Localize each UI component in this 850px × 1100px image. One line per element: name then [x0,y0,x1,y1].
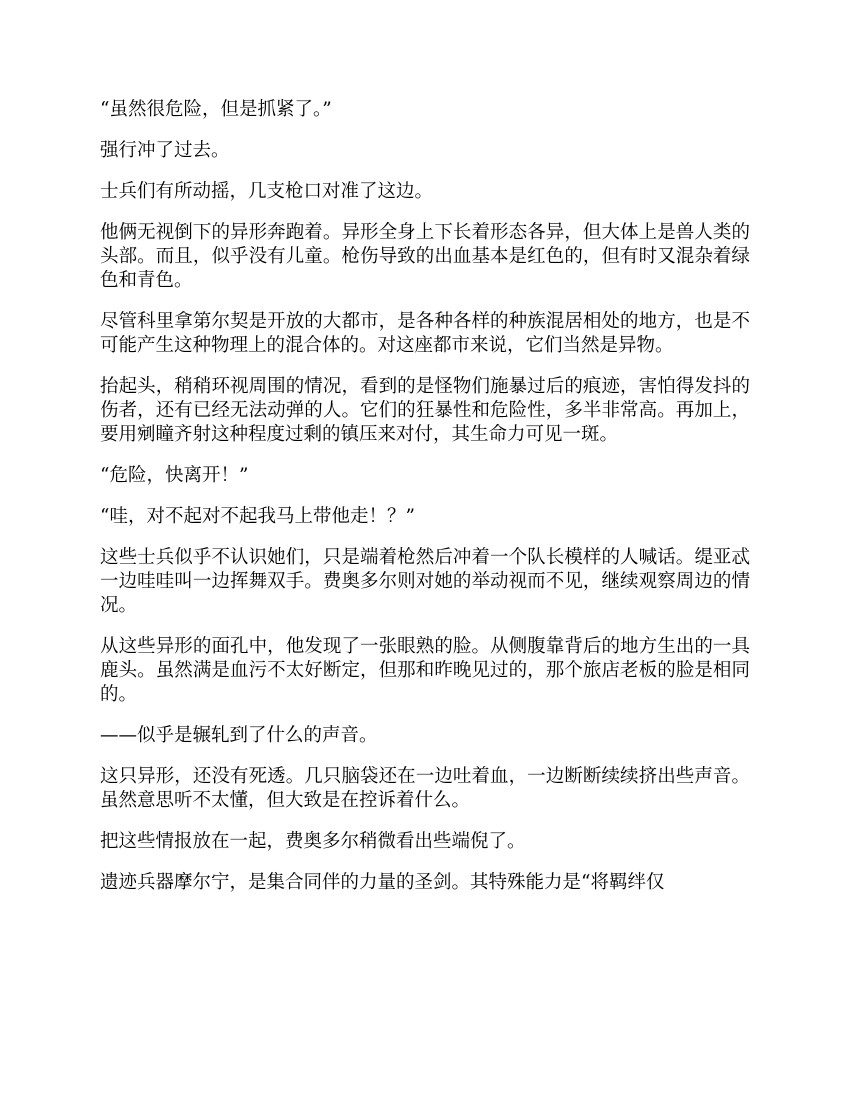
paragraph: “危险，快离开！” [100,465,249,486]
paragraph: 士兵们有所动摇，几支枪口对准了这边。 [100,181,434,202]
paragraph: 遗迹兵器摩尔宁，是集合同伴的力量的圣剑。其特殊能力是“将羁绊仅 [100,872,665,893]
paragraph: 把这些情报放在一起，费奥多尔稍微看出些端倪了。 [100,831,526,852]
paragraph: “虽然很危险，但是抓紧了。” [100,99,332,120]
body-text [100,98,750,912]
paragraph: 他俩无视倒下的异形奔跑着。异形全身上下长着形态各异，但大体上是兽人类的头部。而且，似乎没有儿童。枪伤导致的出血基本是红色的，但有时又混杂着绿色和青色。 [100,222,750,291]
paragraph: 从这些异形的面孔中，他发现了一张眼熟的脸。从侧腹靠背后的地方生出的一具鹿头。虽然满是血污不太好断定，但那和昨晚见过的，那个旅店老板的脸是相同的。 [100,636,750,705]
paragraph: 抬起头，稍稍环视周围的情况，看到的是怪物们施暴过后的痕迹，害怕得发抖的伤者，还有已经无法动弹的人。它们的狂暴性和危险性，多半非常高。再加上，要用剜瞳齐射这种程度过剩的镇压来对付，其生命力可见一斑。 [100,376,750,445]
paragraph: 尽管科里拿第尔契是开放的大都市，是各种各样的种族混居相处的地方，也是不可能产生这种物理上的混合体的。对这座都市来说，它们当然是异物。 [100,311,750,356]
paragraph: “哇，对不起对不起我马上带他走！？” [100,506,415,527]
paragraph: 强行冲了过去。 [100,140,230,161]
paragraph: ——似乎是辗轧到了什么的声音。 [100,725,378,746]
paragraph: 这些士兵似乎不认识她们，只是端着枪然后冲着一个队长模样的人喊话。缇亚忒一边哇哇叫一边挥舞双手。费奥多尔则对她的举动视而不见，继续观察周边的情况。 [100,547,750,616]
paragraph: 这只异形，还没有死透。几只脑袋还在一边吐着血，一边断断续续挤出些声音。虽然意思听不太懂，但大致是在控诉着什么。 [100,766,750,811]
